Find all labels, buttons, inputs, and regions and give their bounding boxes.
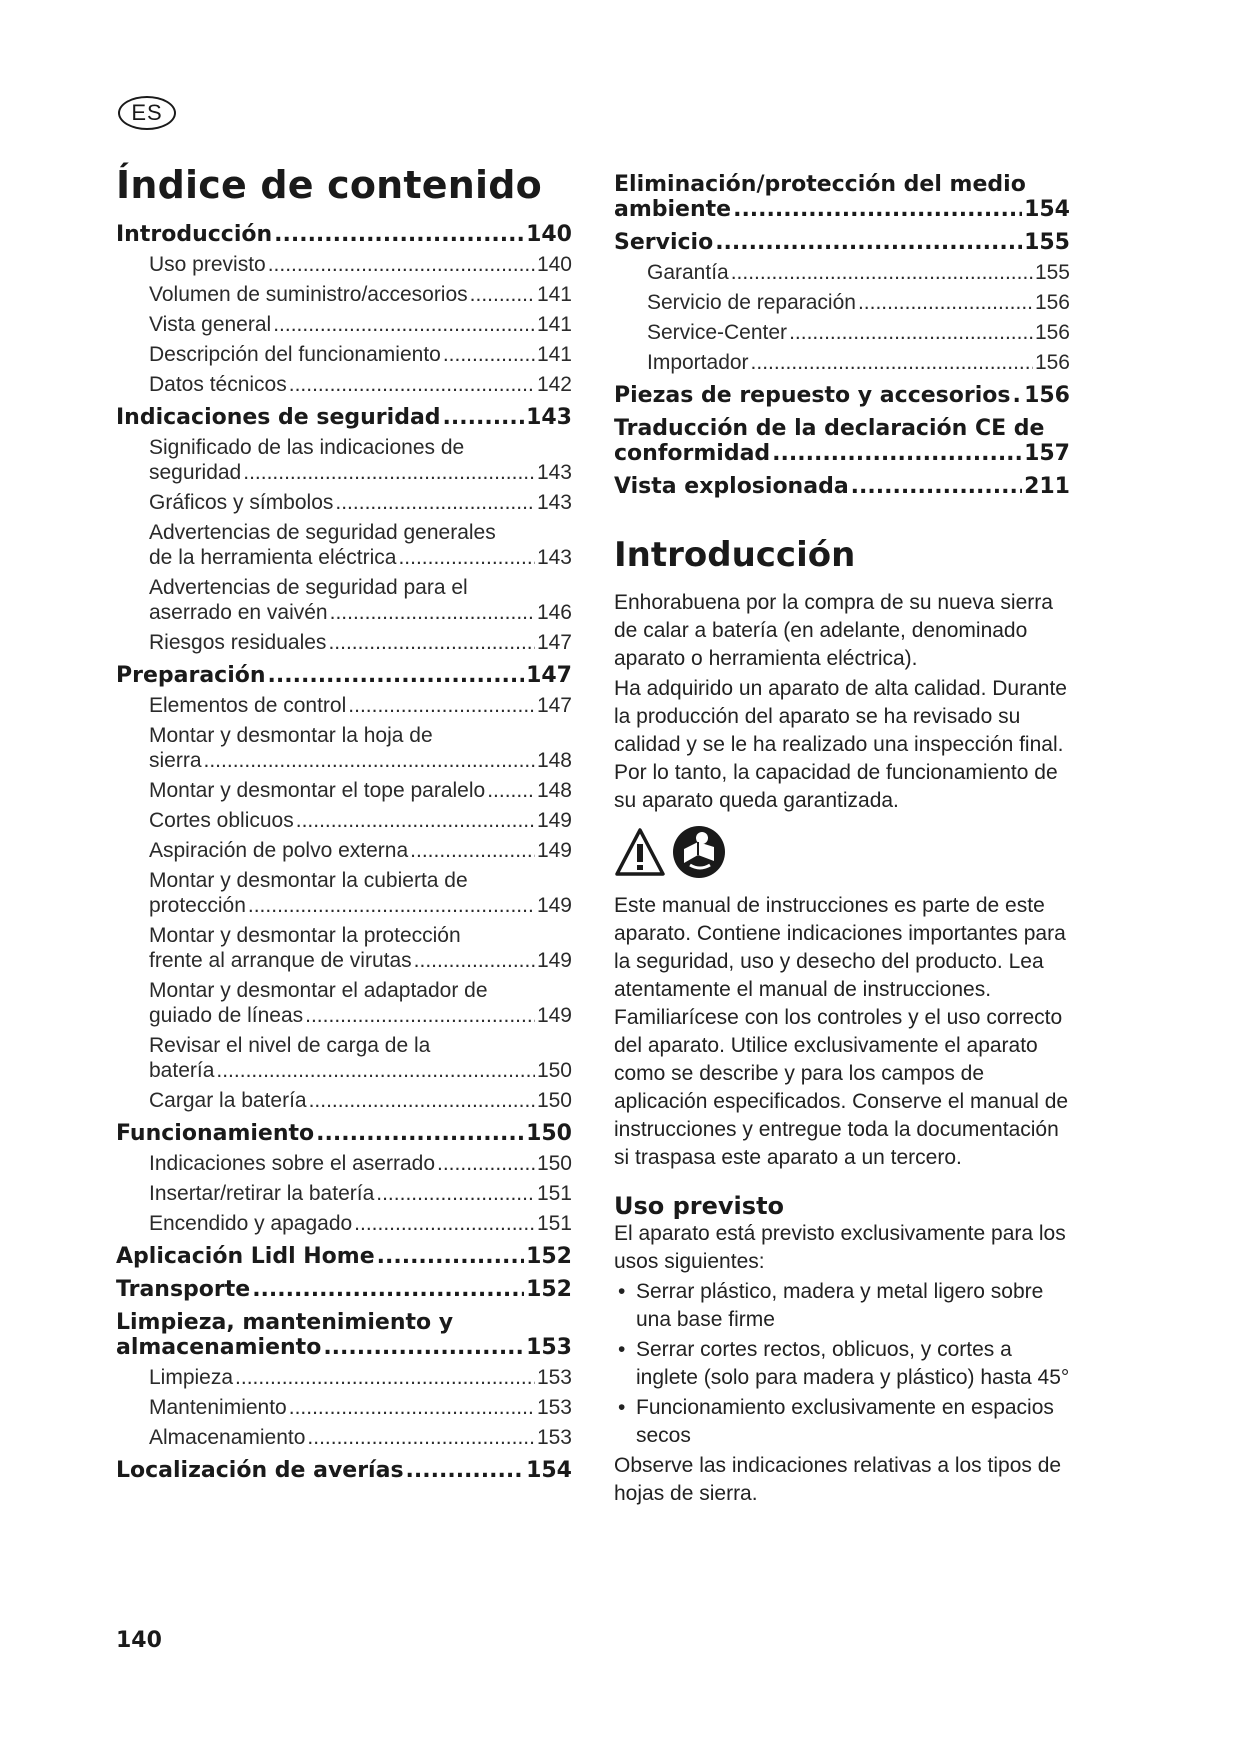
toc-entry-page: 155 xyxy=(1024,230,1070,255)
toc-entry-label: Transporte xyxy=(116,1277,251,1302)
toc-dot-leader xyxy=(789,320,1033,345)
toc-entry-label: Preparación xyxy=(116,663,266,688)
toc-entry-page: 152 xyxy=(526,1244,572,1269)
toc-entry-label: Importador xyxy=(647,351,749,374)
toc-entry-row xyxy=(149,1211,572,1236)
toc-entry-page: 156 xyxy=(1034,351,1070,374)
uso-bullet-item: • Serrar cortes rectos, oblicuos, y cortes a inglete (solo para madera y plástico) hasta 45° xyxy=(614,1336,1070,1392)
toc-entry-page: 148 xyxy=(536,779,572,802)
toc-dot-leader xyxy=(858,290,1033,315)
toc-dot-leader xyxy=(328,630,535,655)
toc-dot-leader xyxy=(772,441,1022,466)
language-badge xyxy=(118,96,176,130)
toc-subsection-entry[interactable] xyxy=(116,1365,572,1390)
toc-entry-page: 153 xyxy=(526,1335,572,1360)
toc-subsection-entry[interactable] xyxy=(116,808,572,833)
toc-section-entry[interactable] xyxy=(614,172,1070,222)
toc-subsection-entry[interactable] xyxy=(116,372,572,397)
toc-subsection-entry[interactable] xyxy=(116,575,572,625)
toc-entry-page: 143 xyxy=(536,546,572,569)
toc-section-entry[interactable] xyxy=(116,1121,572,1146)
toc-entry-page: 149 xyxy=(536,949,572,972)
toc-dot-leader xyxy=(330,600,535,625)
toc-dot-leader xyxy=(715,230,1022,255)
toc-subsection-entry[interactable] xyxy=(116,868,572,918)
toc-dot-leader xyxy=(316,1121,524,1146)
toc-entry-label: Indicaciones sobre el aserrado xyxy=(149,1152,436,1175)
toc-subsection-entry[interactable] xyxy=(116,342,572,367)
toc-subsection-entry[interactable] xyxy=(116,923,572,973)
toc-dot-leader xyxy=(235,1365,535,1390)
toc-subsection-entry[interactable] xyxy=(614,290,1070,315)
toc-entry-page: 141 xyxy=(536,283,572,306)
toc-entry-row xyxy=(614,474,1070,499)
toc-entry-label: Aplicación Lidl Home xyxy=(116,1244,375,1269)
toc-entry-page: 155 xyxy=(1034,261,1070,284)
toc-dot-leader xyxy=(443,405,525,430)
toc-entry-row xyxy=(149,778,572,803)
toc-subsection-entry[interactable] xyxy=(116,1425,572,1450)
toc-subsection-entry[interactable] xyxy=(116,435,572,485)
toc-entry-page: 156 xyxy=(1034,291,1070,314)
toc-dot-leader xyxy=(751,350,1033,375)
toc-entry-label: batería xyxy=(149,1059,215,1082)
toc-entry-page: 142 xyxy=(536,373,572,396)
toc-entry-label: Mantenimiento xyxy=(149,1396,287,1419)
toc-dot-leader xyxy=(354,1211,535,1236)
toc-dot-leader xyxy=(274,222,524,247)
toc-entry-label: sierra xyxy=(149,749,202,772)
toc-dot-leader xyxy=(398,545,534,570)
toc-entry-label: Piezas de repuesto y accesorios xyxy=(614,383,1011,408)
intro-paragraph-3: Este manual de instrucciones es parte de este aparato. Contiene indicaciones importantes para la seguridad, uso y desecho del producto. Lea atentamente el manual de instrucciones. Familiarícese con los controles y el uso correcto del aparato. Utilice exclusivamente el aparato como se describe y para los campos de aplicación especificados. Conserve el manual de instrucciones y entregue toda la documentación si traspasa este aparato a un tercero. xyxy=(614,894,1069,1169)
toc-entry-page: 143 xyxy=(536,491,572,514)
toc-entry-row xyxy=(149,1425,572,1450)
toc-entry-row xyxy=(647,260,1070,285)
toc-entry-row xyxy=(116,1121,572,1146)
toc-entry-label: Montar y desmontar el tope paralelo xyxy=(149,779,486,802)
toc-dot-leader xyxy=(437,1151,535,1176)
toc-entry-lead: Eliminación/protección del medio xyxy=(614,172,1026,197)
toc-section-entry[interactable] xyxy=(116,222,572,247)
toc-entry-label: Cargar la batería xyxy=(149,1089,307,1112)
toc-dot-leader xyxy=(376,1181,535,1206)
toc-dot-leader xyxy=(307,1425,535,1450)
toc-entry-row xyxy=(149,490,572,515)
toc-subsection-entry[interactable] xyxy=(614,260,1070,285)
toc-entry-page: 147 xyxy=(536,694,572,717)
toc-entry-label: protección xyxy=(149,894,246,917)
toc-dot-leader xyxy=(248,893,535,918)
toc-entry-row xyxy=(149,1395,572,1420)
toc-entry-page: 150 xyxy=(536,1089,572,1112)
toc-title: Índice de contenido xyxy=(116,163,542,207)
toc-entry-label: Descripción del funcionamiento xyxy=(149,343,441,366)
toc-entry-row xyxy=(149,1058,572,1083)
toc-entry-label: Vista explosionada xyxy=(614,474,849,499)
toc-entry-row xyxy=(149,1365,572,1390)
toc-entry-row xyxy=(116,1277,572,1302)
toc-entry-label: Insertar/retirar la batería xyxy=(149,1182,375,1205)
toc-entry-row xyxy=(149,808,572,833)
toc-entry-label: Service-Center xyxy=(647,321,788,344)
toc-entry-page: 151 xyxy=(536,1182,572,1205)
toc-dot-leader xyxy=(243,460,535,485)
toc-section-entry[interactable] xyxy=(614,383,1070,408)
toc-entry-label: Cortes oblicuos xyxy=(149,809,294,832)
toc-dot-leader xyxy=(323,1335,524,1360)
toc-entry-page: 149 xyxy=(536,839,572,862)
toc-entry-lead: Montar y desmontar el adaptador de xyxy=(149,979,488,1002)
toc-dot-leader xyxy=(309,1088,535,1113)
toc-entry-row xyxy=(149,1088,572,1113)
toc-dot-leader xyxy=(1012,383,1022,408)
warning-triangle-icon xyxy=(614,827,666,882)
toc-entry-row xyxy=(149,838,572,863)
toc-entry-page: 156 xyxy=(1024,383,1070,408)
toc-entry-lead: Montar y desmontar la hoja de xyxy=(149,724,433,747)
toc-entry-page: 150 xyxy=(536,1059,572,1082)
uso-paragraph-1: El aparato está previsto exclusivamente para los usos siguientes: xyxy=(614,1222,1066,1273)
toc-entry-page: 154 xyxy=(1024,197,1070,222)
toc-entry-row xyxy=(149,748,572,773)
toc-entry-label: conformidad xyxy=(614,441,771,466)
toc-subsection-entry[interactable] xyxy=(116,693,572,718)
toc-entry-label: Elementos de control xyxy=(149,694,347,717)
toc-entry-lead: Limpieza, mantenimiento y xyxy=(116,1310,454,1335)
toc-entry-page: 147 xyxy=(536,631,572,654)
toc-entry-label: Funcionamiento xyxy=(116,1121,315,1146)
toc-entry-page: 141 xyxy=(536,313,572,336)
toc-entry-label: Gráficos y símbolos xyxy=(149,491,334,514)
toc-left-column xyxy=(116,160,572,1483)
toc-section-entry[interactable] xyxy=(614,474,1070,499)
read-manual-icon xyxy=(672,825,726,884)
toc-subsection-entry[interactable] xyxy=(116,490,572,515)
toc-entry-label: Vista general xyxy=(149,313,272,336)
page-number: 140 xyxy=(116,1628,162,1653)
toc-entry-row xyxy=(647,320,1070,345)
toc-entry-page: 150 xyxy=(526,1121,572,1146)
toc-entry-label: Volumen de suministro/accesorios xyxy=(149,283,468,306)
toc-entry-row xyxy=(647,350,1070,375)
toc-entry-page: 153 xyxy=(536,1396,572,1419)
toc-entry-label: Uso previsto xyxy=(149,253,266,276)
toc-entry-lead: Advertencias de seguridad para el xyxy=(149,576,468,599)
toc-entry-page: 149 xyxy=(536,809,572,832)
toc-entry-row xyxy=(149,252,572,277)
toc-entry-row xyxy=(149,693,572,718)
toc-list-left xyxy=(116,222,572,1483)
toc-list-right xyxy=(614,172,1070,499)
toc-entry-row xyxy=(149,893,572,918)
toc-entry-row xyxy=(647,290,1070,315)
toc-entry-row xyxy=(614,441,1070,466)
toc-dot-leader xyxy=(268,252,535,277)
toc-entry-row xyxy=(149,600,572,625)
toc-dot-leader xyxy=(289,1395,535,1420)
toc-entry-row xyxy=(149,312,572,337)
toc-section-entry[interactable] xyxy=(116,405,572,430)
toc-dot-leader xyxy=(733,197,1022,222)
toc-subsection-entry[interactable] xyxy=(614,320,1070,345)
toc-entry-row xyxy=(149,282,572,307)
toc-entry-page: 148 xyxy=(536,749,572,772)
toc-subsection-entry[interactable] xyxy=(116,978,572,1028)
toc-dot-leader xyxy=(348,693,535,718)
toc-dot-leader xyxy=(273,312,535,337)
toc-subsection-entry[interactable] xyxy=(116,630,572,655)
toc-entry-page: 150 xyxy=(536,1152,572,1175)
toc-subsection-entry[interactable] xyxy=(116,1211,572,1236)
toc-entry-page: 140 xyxy=(536,253,572,276)
toc-subsection-entry[interactable] xyxy=(116,1033,572,1083)
toc-section-entry[interactable] xyxy=(116,1244,572,1269)
toc-entry-lead: Montar y desmontar la cubierta de xyxy=(149,869,468,892)
toc-dot-leader xyxy=(414,948,535,973)
toc-entry-row xyxy=(149,545,572,570)
toc-entry-lead: Traducción de la declaración CE de xyxy=(614,416,1045,441)
uso-previsto-title: Uso previsto xyxy=(614,1192,785,1220)
toc-entry-page: 149 xyxy=(536,894,572,917)
toc-entry-page: 156 xyxy=(1034,321,1070,344)
toc-entry-page: 140 xyxy=(526,222,572,247)
toc-entry-row xyxy=(149,630,572,655)
toc-subsection-entry[interactable] xyxy=(116,778,572,803)
toc-dot-leader xyxy=(410,838,535,863)
toc-entry-label: Localización de averías xyxy=(116,1458,404,1483)
toc-entry-row xyxy=(116,405,572,430)
toc-entry-page: 154 xyxy=(526,1458,572,1483)
toc-entry-row xyxy=(116,1458,572,1483)
toc-entry-row xyxy=(149,372,572,397)
toc-dot-leader xyxy=(487,778,535,803)
toc-entry-label: Servicio de reparación xyxy=(647,291,856,314)
toc-section-entry[interactable] xyxy=(614,416,1070,466)
toc-entry-page: 151 xyxy=(536,1212,572,1235)
toc-section-entry[interactable] xyxy=(116,1458,572,1483)
toc-subsection-entry[interactable] xyxy=(116,1181,572,1206)
safety-icons xyxy=(614,825,1070,884)
toc-dot-leader xyxy=(305,1003,535,1028)
toc-dot-leader xyxy=(851,474,1022,499)
toc-subsection-entry[interactable] xyxy=(116,1395,572,1420)
toc-section-entry[interactable] xyxy=(614,230,1070,255)
toc-entry-label: Riesgos residuales xyxy=(149,631,327,654)
toc-subsection-entry[interactable] xyxy=(116,838,572,863)
toc-entry-page: 157 xyxy=(1024,441,1070,466)
toc-entry-label: Garantía xyxy=(647,261,729,284)
toc-dot-leader xyxy=(296,808,535,833)
uso-bullet-item: • Funcionamiento exclusivamente en espacios secos xyxy=(614,1394,1070,1450)
toc-entry-label: Servicio xyxy=(614,230,714,255)
toc-entry-label: Encendido y apagado xyxy=(149,1212,353,1235)
toc-entry-label: almacenamiento xyxy=(116,1335,322,1360)
toc-subsection-entry[interactable] xyxy=(116,312,572,337)
intro-title: Introducción xyxy=(614,535,856,575)
toc-entry-row xyxy=(614,230,1070,255)
toc-entry-page: 153 xyxy=(536,1366,572,1389)
toc-entry-row xyxy=(149,1181,572,1206)
right-column xyxy=(614,172,1070,1508)
uso-bullet-list xyxy=(614,1278,1070,1450)
toc-section-entry[interactable] xyxy=(116,1310,572,1360)
toc-entry-row xyxy=(116,222,572,247)
toc-dot-leader xyxy=(731,260,1033,285)
toc-dot-leader xyxy=(406,1458,525,1483)
toc-dot-leader xyxy=(335,490,535,515)
toc-entry-label: Limpieza xyxy=(149,1366,234,1389)
uso-bullet-item: • Serrar plástico, madera y metal ligero sobre una base firme xyxy=(614,1278,1070,1334)
toc-dot-leader xyxy=(216,1058,535,1083)
toc-subsection-entry[interactable] xyxy=(116,1088,572,1113)
toc-subsection-entry[interactable] xyxy=(116,1151,572,1176)
toc-subsection-entry[interactable] xyxy=(614,350,1070,375)
toc-entry-row xyxy=(149,1003,572,1028)
intro-paragraph-2: Ha adquirido un aparato de alta calidad. Durante la producción del aparato se ha revisado su calidad y se le ha realizado una inspección final. Por lo tanto, la capacidad de funcionamiento de su aparato queda garantizada. xyxy=(614,677,1067,812)
language-code: ES xyxy=(131,100,163,125)
toc-entry-page: 147 xyxy=(526,663,572,688)
toc-entry-row xyxy=(149,460,572,485)
toc-dot-leader xyxy=(289,372,535,397)
toc-entry-label: Datos técnicos xyxy=(149,373,287,396)
toc-entry-row xyxy=(614,197,1070,222)
toc-entry-row xyxy=(149,1151,572,1176)
toc-entry-label: Almacenamiento xyxy=(149,1426,306,1449)
toc-subsection-entry[interactable] xyxy=(116,252,572,277)
toc-entry-page: 146 xyxy=(536,601,572,624)
toc-entry-row xyxy=(116,1244,572,1269)
toc-section-entry[interactable] xyxy=(116,663,572,688)
toc-entry-page: 152 xyxy=(526,1277,572,1302)
toc-dot-leader xyxy=(377,1244,524,1269)
toc-entry-page: 149 xyxy=(536,1004,572,1027)
toc-entry-lead: Montar y desmontar la protección xyxy=(149,924,461,947)
toc-dot-leader xyxy=(268,663,525,688)
toc-entry-label: ambiente xyxy=(614,197,732,222)
toc-entry-label: frente al arranque de virutas xyxy=(149,949,412,972)
intro-paragraph-1: Enhorabuena por la compra de su nueva sierra de calar a batería (en adelante, denominado aparato o herramienta eléctrica). xyxy=(614,591,1053,670)
toc-entry-label: aserrado en vaivén xyxy=(149,601,328,624)
toc-entry-lead: Revisar el nivel de carga de la xyxy=(149,1034,431,1057)
toc-entry-row xyxy=(149,948,572,973)
toc-dot-leader xyxy=(443,342,535,367)
toc-entry-label: Aspiración de polvo externa xyxy=(149,839,409,862)
toc-entry-page: 143 xyxy=(536,461,572,484)
toc-dot-leader xyxy=(470,282,535,307)
toc-entry-label: de la herramienta eléctrica xyxy=(149,546,397,569)
toc-entry-page: 153 xyxy=(536,1426,572,1449)
toc-entry-page: 143 xyxy=(526,405,572,430)
toc-subsection-entry[interactable] xyxy=(116,282,572,307)
toc-subsection-entry[interactable] xyxy=(116,520,572,570)
toc-entry-lead: Significado de las indicaciones de xyxy=(149,436,465,459)
toc-entry-lead: Advertencias de seguridad generales xyxy=(149,521,496,544)
toc-entry-label: Indicaciones de seguridad xyxy=(116,405,441,430)
toc-section-entry[interactable] xyxy=(116,1277,572,1302)
uso-paragraph-2: Observe las indicaciones relativas a los tipos de hojas de sierra. xyxy=(614,1454,1062,1505)
toc-entry-label: Introducción xyxy=(116,222,273,247)
toc-dot-leader xyxy=(204,748,535,773)
toc-entry-label: guiado de líneas xyxy=(149,1004,304,1027)
toc-entry-page: 211 xyxy=(1024,474,1070,499)
toc-subsection-entry[interactable] xyxy=(116,723,572,773)
toc-entry-row xyxy=(116,1335,572,1360)
toc-entry-label: seguridad xyxy=(149,461,242,484)
toc-entry-row xyxy=(149,342,572,367)
toc-entry-page: 141 xyxy=(536,343,572,366)
toc-entry-row xyxy=(614,383,1070,408)
toc-entry-row xyxy=(116,663,572,688)
toc-dot-leader xyxy=(252,1277,524,1302)
